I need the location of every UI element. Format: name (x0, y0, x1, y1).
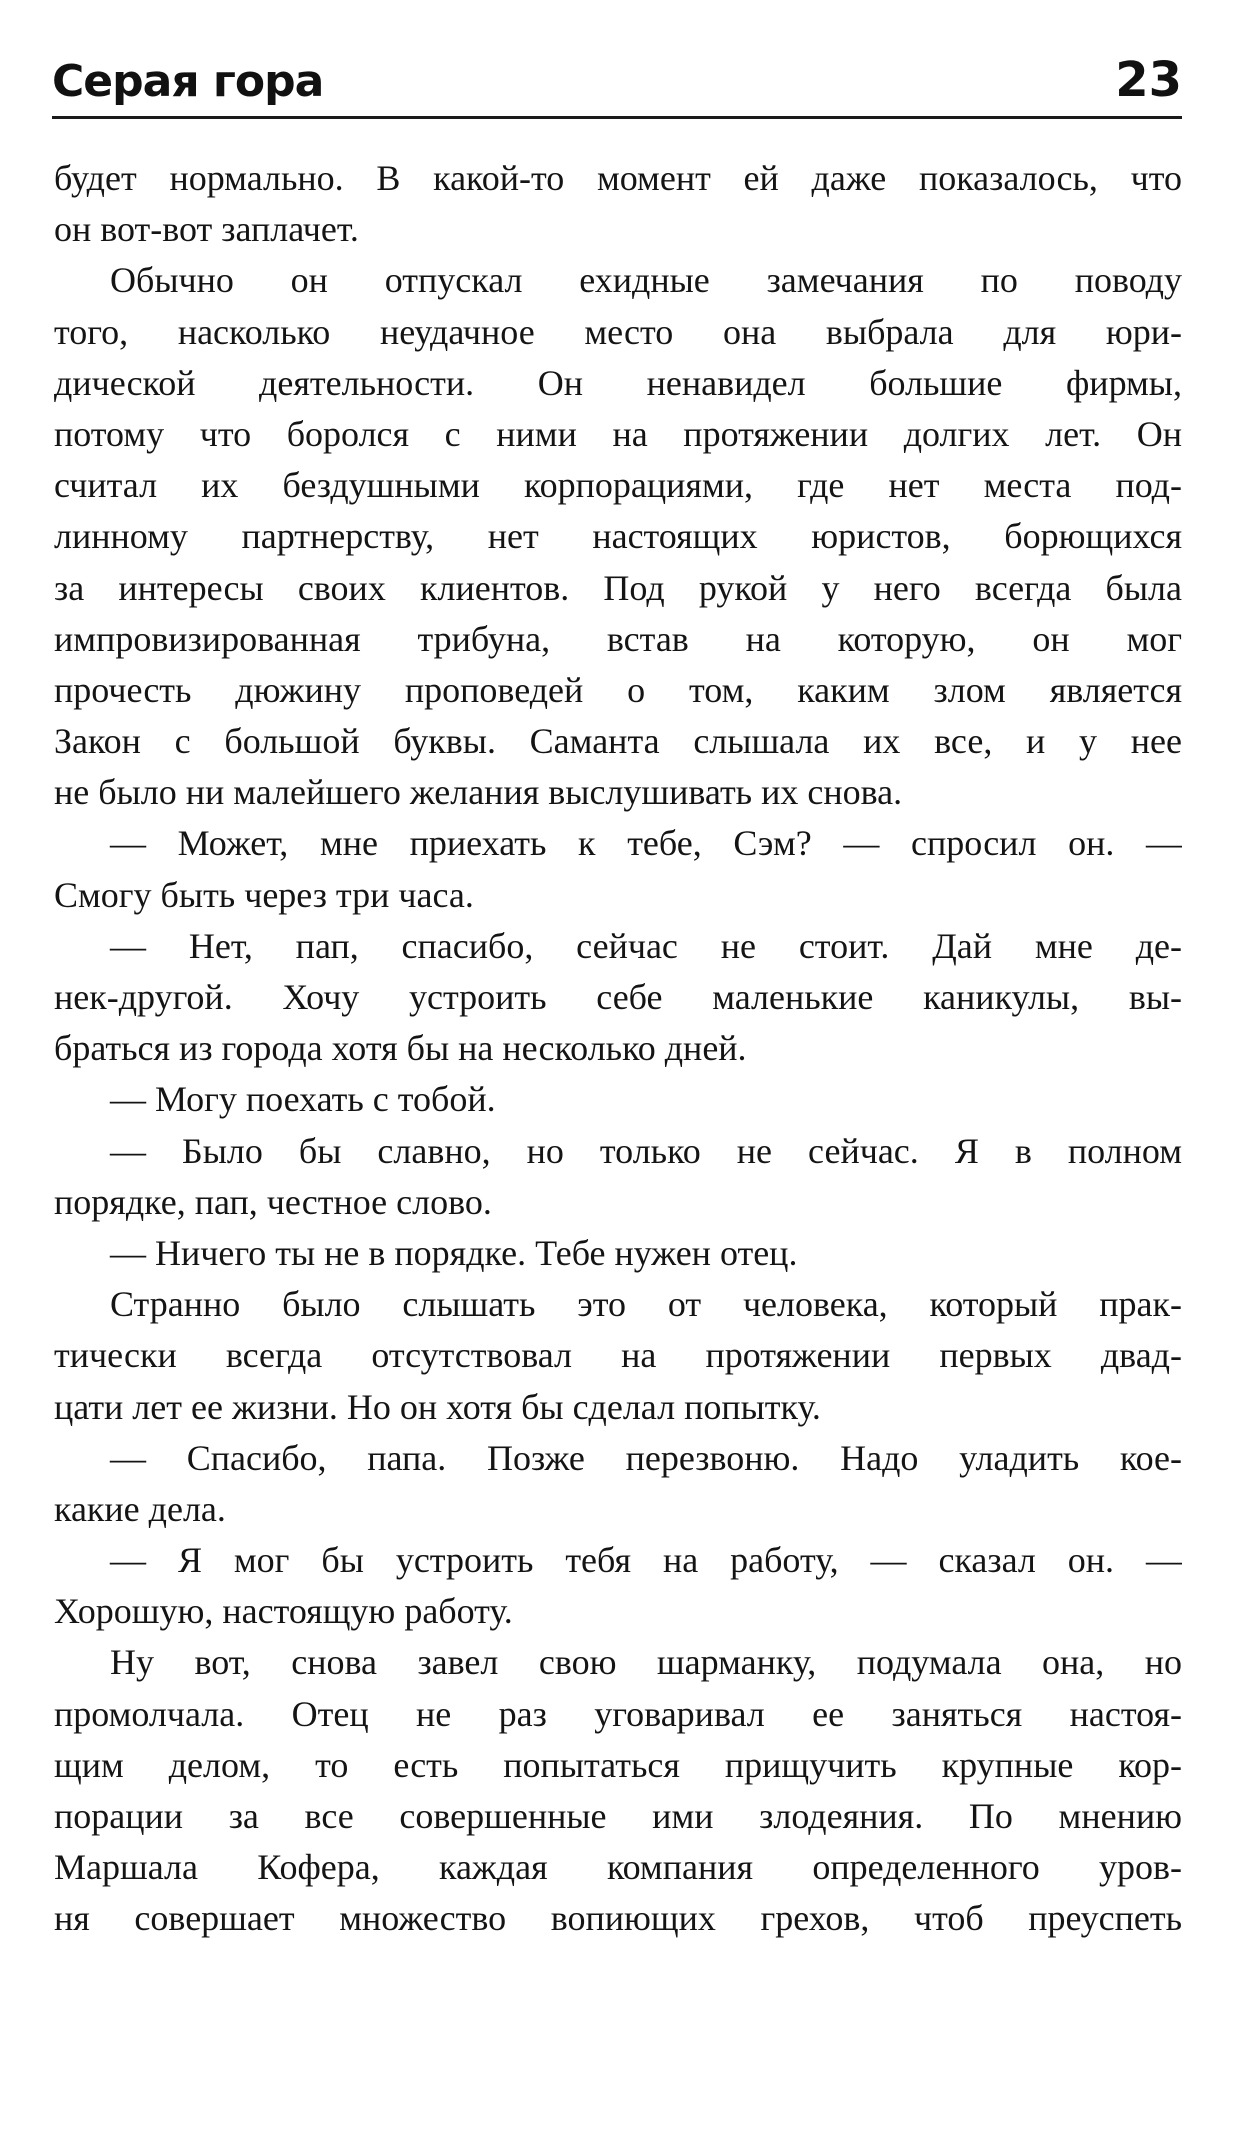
text-line: нек-другой. Хочу устроить себе маленькие каникулы, вы- (54, 977, 1182, 1017)
text-line: порации за все совершенные ими злодеяния. По мнению (54, 1796, 1182, 1836)
page-number: 23 (1115, 52, 1182, 108)
text-line: Обычно он отпускал ехидные замечания по поводу (110, 260, 1182, 301)
text-line: потому что боролся с ними на протяжении долгих лет. Он (54, 413, 1182, 454)
text-line: какие дела. (54, 1488, 226, 1529)
text-line: считал их бездушными корпорациями, где нет места под- (54, 465, 1182, 506)
text-line: порядке, пап, честное слово. (54, 1181, 492, 1222)
text-line: — Нет, пап, спасибо, сейчас не стоит. Дай мне де- (110, 925, 1182, 966)
text-line: — Могу поехать с тобой. (110, 1079, 496, 1120)
text-line: прочесть дюжину проповедей о том, каким злом является (54, 669, 1182, 710)
header-rule (52, 116, 1182, 119)
text-line: — Спасибо, папа. Позже перезвоню. Надо уладить кое- (110, 1437, 1182, 1478)
text-line: он вот-вот заплачет. (54, 209, 359, 250)
text-line: цати лет ее жизни. Но он хотя бы сделал попытку. (54, 1386, 821, 1427)
text-line: промолчала. Отец не раз уговаривал ее заняться настоя- (54, 1693, 1182, 1734)
text-line: Странно было слышать это от человека, который прак- (110, 1284, 1182, 1325)
running-header (52, 48, 1182, 118)
text-line: будет нормально. В какой-то момент ей даже показалось, что (54, 158, 1182, 198)
text-line: линному партнерству, нет настоящих юристов, борющихся (54, 516, 1182, 557)
text-line: Маршала Кофера, каждая компания определенного уров- (54, 1847, 1182, 1888)
text-line: — Я мог бы устроить тебя на работу, — сказал он. — (110, 1540, 1182, 1581)
text-line: — Ничего ты не в порядке. Тебе нужен отец. (110, 1232, 798, 1273)
text-line: того, насколько неудачное место она выбрала для юри- (54, 311, 1182, 352)
text-line: — Было бы славно, но только не сейчас. Я в полном (110, 1130, 1182, 1171)
text-line: Закон с большой буквы. Саманта слышала их все, и у нее (54, 721, 1182, 762)
text-line: импровизированная трибуна, встав на которую, он мог (54, 618, 1182, 659)
text-line: дической деятельности. Он ненавидел большие фирмы, (54, 362, 1182, 403)
text-line: щим делом, то есть попытаться прищучить крупные кор- (54, 1744, 1182, 1785)
text-line: браться из города хотя бы на несколько дней. (54, 1028, 747, 1069)
text-line: Смогу быть через три часа. (54, 874, 474, 915)
text-line: — Может, мне приехать к тебе, Сэм? — спросил он. — (110, 823, 1182, 864)
text-line: не было ни малейшего желания выслушивать их снова. (54, 772, 903, 813)
text-line: Ну вот, снова завел свою шарманку, подумала она, но (110, 1642, 1182, 1683)
text-line: ня совершает множество вопиющих грехов, чтоб преуспеть (54, 1898, 1182, 1939)
text-line: Хорошую, настоящую работу. (54, 1591, 513, 1632)
text-line: тически всегда отсутствовал на протяжении первых двад- (54, 1335, 1182, 1376)
body-text (54, 153, 1182, 1945)
running-title: Серая гора (52, 56, 324, 107)
text-line: за интересы своих клиентов. Под рукой у него всегда была (54, 567, 1182, 608)
